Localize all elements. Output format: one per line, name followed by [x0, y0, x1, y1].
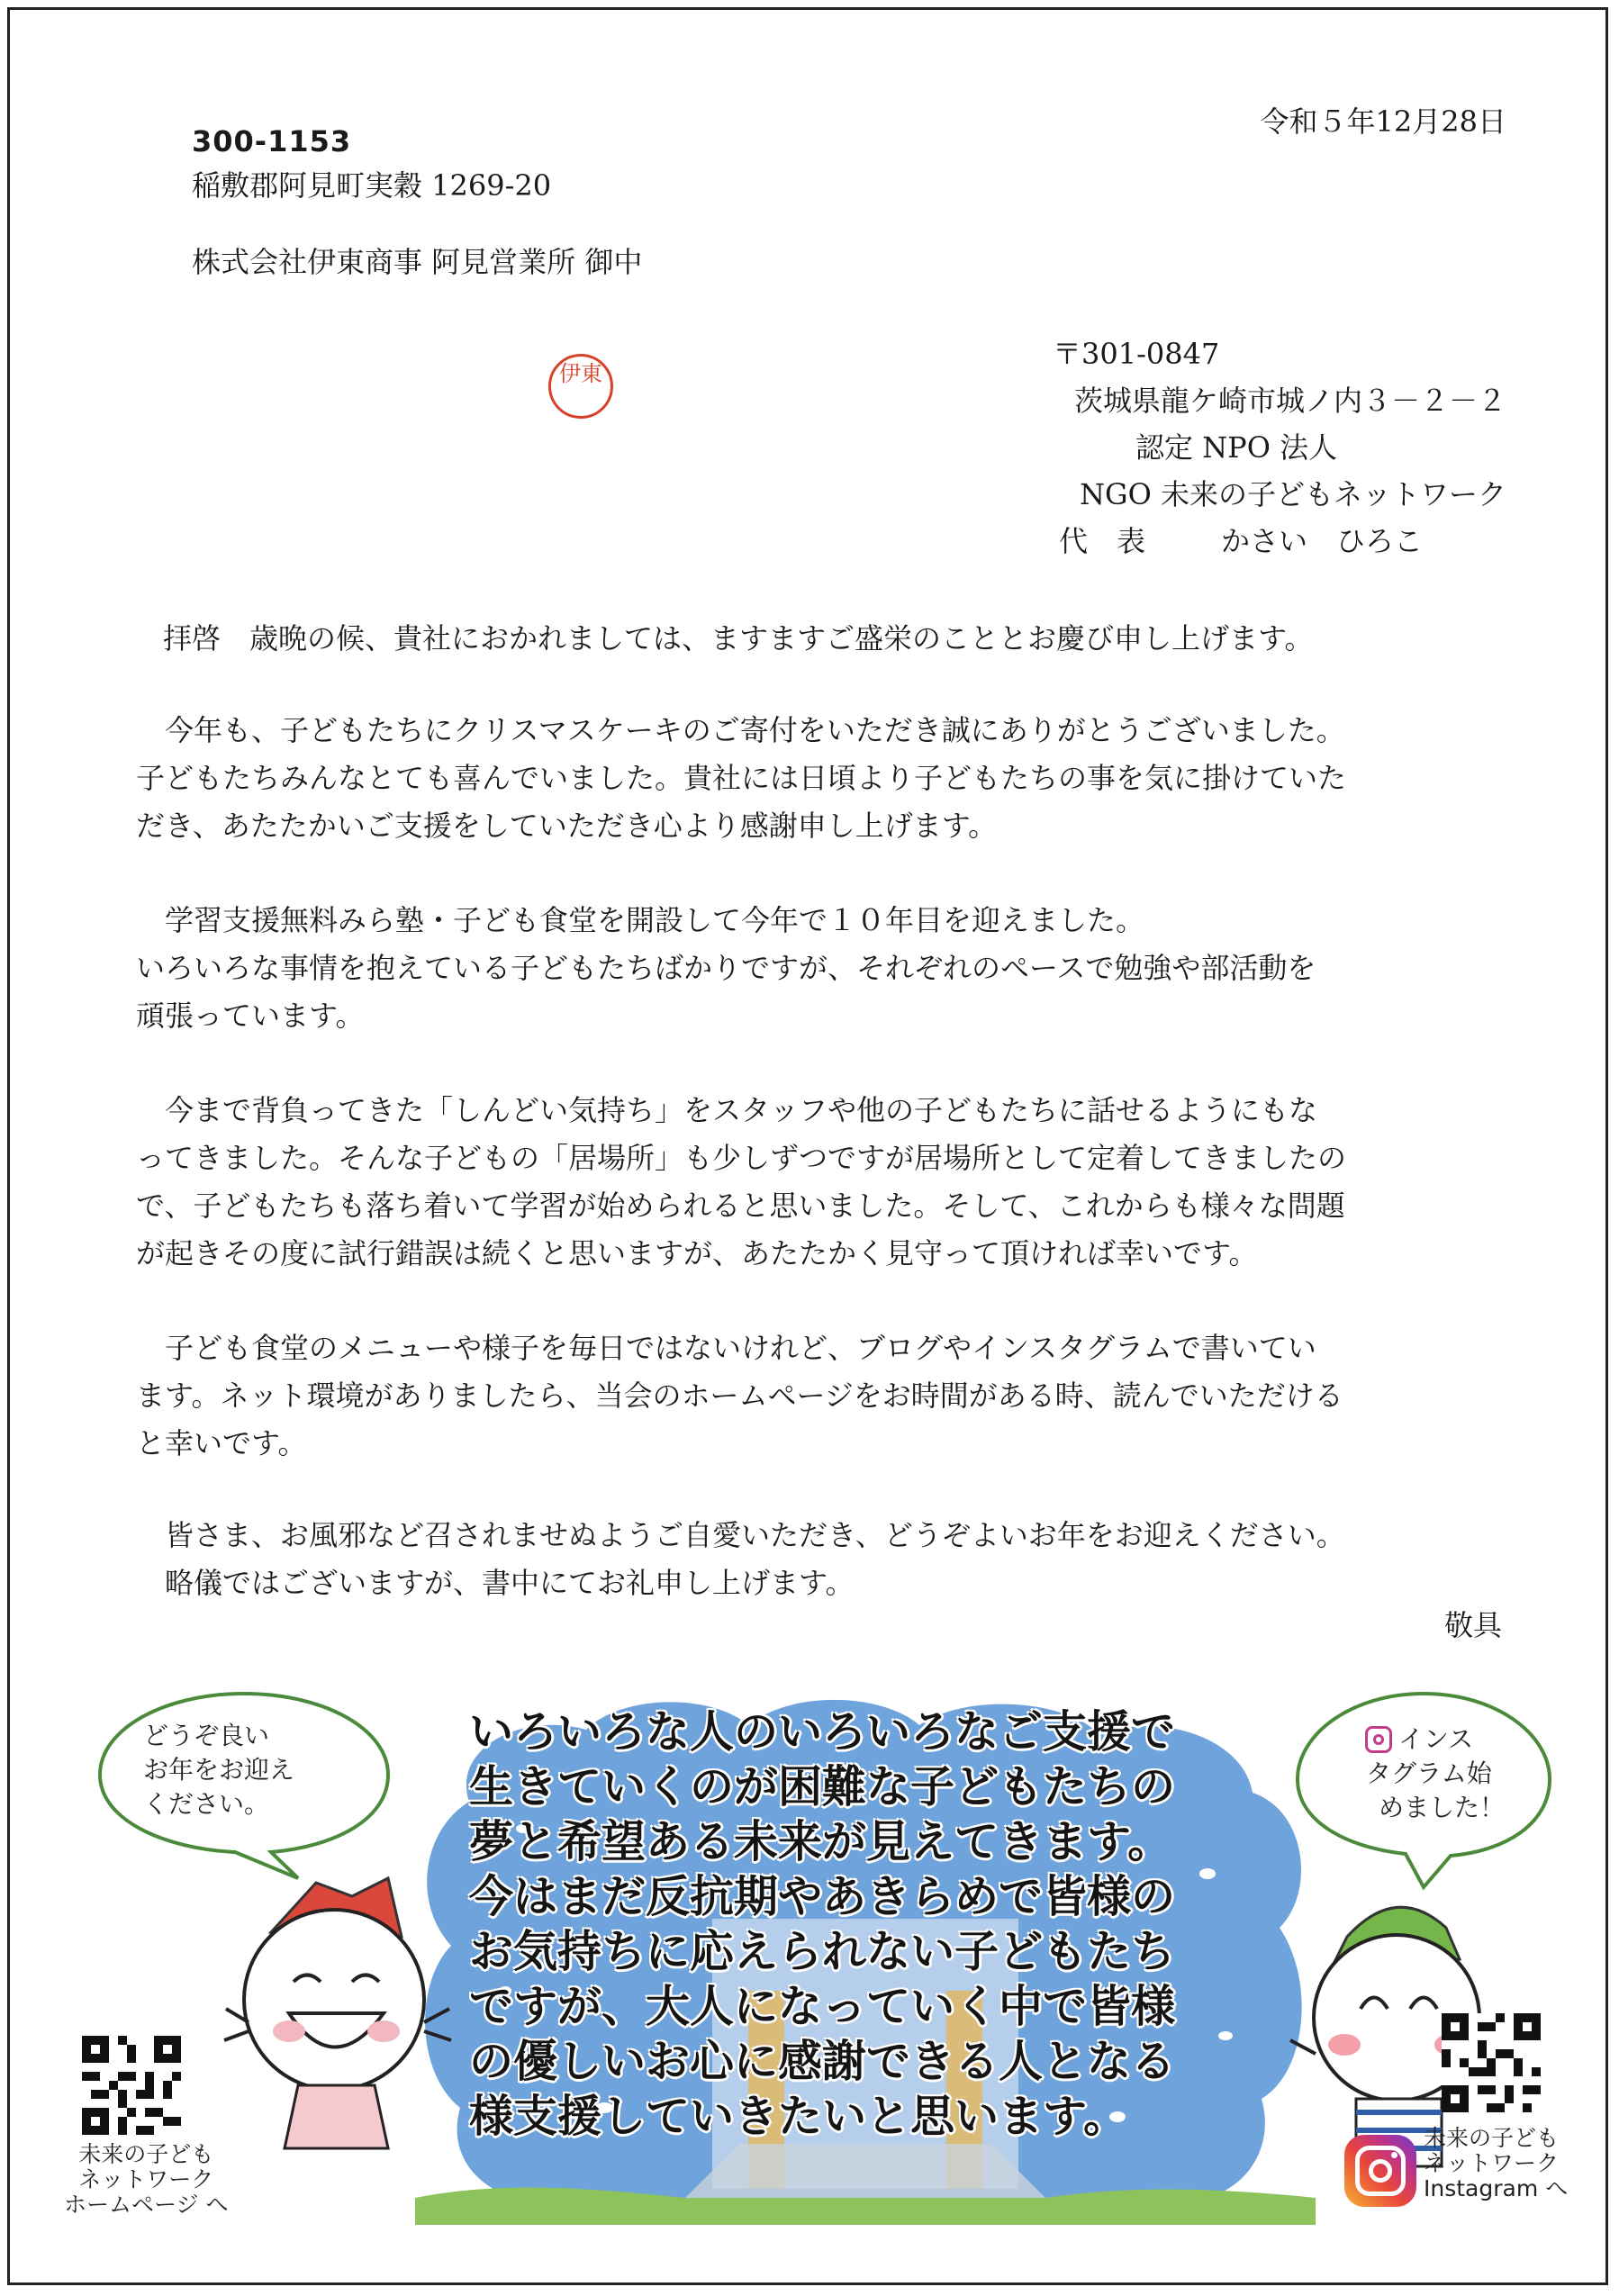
body-line: 略儀ではございますが、書中にてお礼申し上げます。: [165, 1566, 855, 1600]
body-line: 今年も、子どもたちにクリスマスケーキのご寄付をいただき誠にありがとうございました。: [165, 713, 1345, 747]
paragraph-thanks: [136, 707, 1523, 850]
sender-rep-title: 代 表: [1059, 524, 1146, 558]
girl-character-illustration: [217, 1847, 460, 2153]
message-line: お気持ちに応えられない子どもたち: [469, 1926, 1176, 1977]
body-line: ってきました。そんな子どもの「居場所」も少しずつですが居場所として定着してきましたの: [136, 1141, 1347, 1175]
left-bubble-text: [143, 1719, 294, 1821]
sender-rep-name: かさい ひろこ: [1221, 524, 1424, 558]
body-line: 子どもたちみんなとても喜んでいました。貴社には日頃より子どもたちの事を気に掛けていた: [136, 761, 1347, 795]
right-bubble-line-3: めました！: [1379, 1793, 1506, 1822]
body-line: 拝啓 歳晩の候、貴社におかれましては、ますますご盛栄のこととお慶び申し上げます。: [163, 621, 1314, 655]
qr-label-line: ホームページ へ: [64, 2192, 229, 2218]
message-line: の優しいお心に感謝できる人となる: [469, 2036, 1176, 2087]
qr-label-line: ネットワーク: [1424, 2150, 1560, 2176]
recipient-postal-code: 300-1153: [192, 124, 352, 158]
paragraph-children: [136, 1087, 1523, 1278]
sender-org-type: 認定 NPO 法人: [1135, 430, 1338, 465]
illustration-area: [37, 1667, 1586, 2279]
message-line: ですが、大人になっていく中で皆様: [469, 1981, 1176, 2032]
body-line: ます。ネット環境がありましたら、当会のホームページをお時間がある時、読んでいただける: [136, 1379, 1343, 1413]
bubble-line: どうぞ良い: [143, 1721, 270, 1750]
bubble-line: ください。: [143, 1789, 270, 1819]
qr-label-line: ネットワーク: [78, 2166, 214, 2192]
recipient-name: 株式会社伊東商事 阿見営業所 御中: [192, 245, 643, 279]
homepage-qr-label: [64, 2142, 228, 2218]
body-line: 頑張っています。: [136, 999, 365, 1033]
sender-postal-code: 〒301-0847: [1053, 337, 1220, 371]
body-line: 皆さま、お風邪など召されませぬようご自愛いただき、どうぞよいお年をお迎えください。: [165, 1518, 1345, 1552]
body-line: と幸いです。: [136, 1426, 307, 1460]
closing-keigu: 敬具: [1443, 1608, 1502, 1642]
body-line: いろいろな事情を抱えている子どもたちばかりですが、それぞれのペースで勉強や部活動を: [136, 951, 1316, 985]
letter-page: [7, 7, 1608, 2285]
instagram-logo-icon[interactable]: [1344, 2135, 1416, 2207]
letter-date: 令和５年12月28日: [1260, 104, 1506, 139]
body-line: だき、あたたかいご支援をしていただき心より感謝申し上げます。: [136, 809, 998, 843]
message-line: いろいろな人のいろいろなご支援で: [469, 1706, 1176, 1758]
recipient-address: 稲敷郡阿見町実穀 1269-20: [192, 168, 552, 203]
body-line: 学習支援無料みら塾・子ども食堂を開設して今年で１０年目を迎えました。: [165, 903, 1145, 937]
sender-address: 茨城県龍ケ崎市城ノ内３－２－２: [1073, 384, 1506, 418]
right-bubble-line-2: タグラム始: [1366, 1758, 1492, 1788]
company-seal-stamp: [548, 354, 613, 419]
message-line: 今はまだ反抗期やあきらめで皆様の: [469, 1871, 1176, 1922]
qr-label-line: 未来の子ども: [78, 2141, 214, 2167]
qr-label-line: Instagram へ: [1424, 2175, 1569, 2201]
body-line: で、子どもたちも落ち着いて学習が始められると思いました。そして、これからも様々な問題: [136, 1189, 1345, 1223]
paragraph-closing: [165, 1512, 1551, 1607]
paragraph-blog: [136, 1324, 1523, 1468]
body-line: 今まで背負ってきた「しんどい気持ち」をスタッフや他の子どもたちに話せるようにもな: [165, 1093, 1318, 1127]
message-line: 生きていくのが困難な子どもたちの: [469, 1761, 1176, 1812]
homepage-qr-code[interactable]: [82, 2036, 181, 2135]
body-line: が起きその度に試行錯誤は続くと思いますが、あたたかく見守って頂ければ幸いです。: [136, 1236, 1258, 1270]
message-line: 夢と希望ある未来が見えてきます。: [469, 1816, 1172, 1867]
instagram-small-icon: [1365, 1726, 1392, 1753]
bubble-line: お年をお迎え: [143, 1755, 295, 1785]
instagram-qr-label: [1424, 2126, 1568, 2201]
qr-label-line: 未来の子ども: [1424, 2125, 1560, 2151]
seal-text: 伊東: [559, 361, 602, 386]
instagram-qr-code[interactable]: [1442, 2013, 1541, 2112]
support-message: [469, 1704, 1316, 2144]
paragraph-greeting: [163, 615, 1550, 663]
right-bubble-line-1: インス: [1398, 1724, 1474, 1754]
sender-org-name: NGO 未来の子どもネットワーク: [1080, 477, 1506, 511]
body-line: 子ども食堂のメニューや様子を毎日ではないけれど、ブログやインスタグラムで書いてい: [165, 1331, 1316, 1365]
paragraph-tenth-year: [136, 897, 1523, 1040]
message-line: 様支援していきたいと思います。: [469, 2091, 1128, 2142]
